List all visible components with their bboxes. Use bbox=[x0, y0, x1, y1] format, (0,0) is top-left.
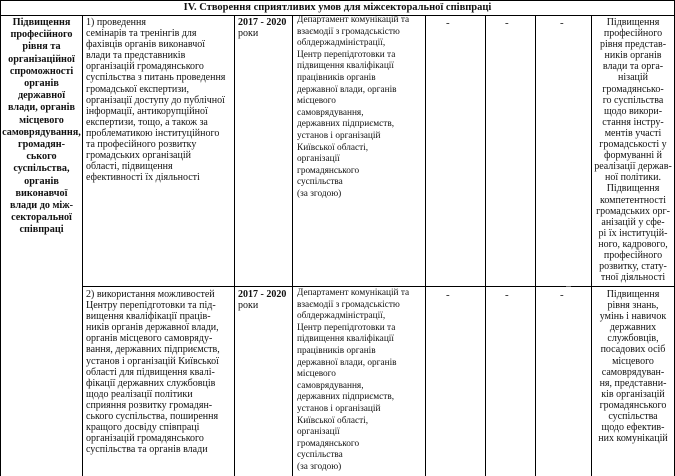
table-divider bbox=[485, 15, 486, 476]
funding-extra-dash: - bbox=[560, 289, 564, 301]
section-header bbox=[0, 0, 675, 16]
term-cell: 2017 - 2020 роки bbox=[238, 17, 287, 39]
funding-extra-dash: - bbox=[560, 17, 564, 29]
scan-mark bbox=[566, 286, 571, 287]
term-cell: 2017 - 2020 роки bbox=[238, 289, 287, 311]
goal-cell: Підвищення професійного рівня та організаційної спроможності органів державної влади, органів місцевого самоврядування, громадян- ського суспільства, органів виконавчої влади до між- секторальної співпраці bbox=[2, 17, 81, 236]
task-cell: 2) використання можливостей Центру перепідготовки та під- вищення кваліфікації праців- ників органів державної влади, органів місцевого самовряду- вання, державних підприємств, установ і організацій Київської області для підвищення квалі- фікації державних службовців щодо реалізації політики сприяння розвитку громадян- ського суспільства, поширення кращого досвіду співпраці організацій громадянського суспільства та органів влади bbox=[86, 289, 220, 456]
table-divider bbox=[292, 15, 293, 476]
table-divider bbox=[234, 15, 235, 476]
funding-volume-dash: - bbox=[505, 289, 509, 301]
table-border-left bbox=[0, 15, 1, 476]
funding-volume-dash: - bbox=[505, 17, 509, 29]
result-cell: Підвищення професійного рівня представ- ників органів влади та орга- нізацій громадянсько- го суспільства щодо викори- стання інстру- ментів участі громадськості у формуванні й реалізації держав- ної політики. Підвищення компетентності громадських орг- анізацій у сфе- рі їх інституцій- ного, кадрового, професійного розвитку, стату- тної діяльності bbox=[594, 17, 672, 284]
table-divider bbox=[82, 15, 83, 476]
table-divider bbox=[591, 15, 592, 476]
task-cell: 1) проведення семінарів та тренінгів для фахівців органів виконавчої влади та представників організацій громадянського суспільства з питань проведення громадської експертизи, організації доступу до публічної інформації, антикорупційної експертизи, тощо, а також за проблематикою інституційного та професійного розвитку громадських організацій області, підвищення ефективності їх діяльності bbox=[86, 17, 226, 184]
table-divider bbox=[535, 15, 536, 476]
row-divider bbox=[82, 286, 675, 287]
table-divider bbox=[425, 15, 426, 476]
executor-cell: Департамент комунікацій та взаємодії з громадськістю облдержадміністрації, Центр перепідготовки та підвищення кваліфікації працівників органів державної влади, органів місцевого самоврядування, державних підприємств, установ і організацій Київської області, організації громадянського суспільства (за згодою) bbox=[297, 15, 410, 199]
funding-source-dash: - bbox=[446, 17, 450, 29]
executor-cell: Департамент комунікацій та взаємодії з громадськістю облдержадміністрації, Центр перепідготовки та підвищення кваліфікації працівників органів державної влади, органів місцевого самоврядування, державних підприємств, установ і організацій Київської області, організації громадянського суспільства (за згодою) bbox=[297, 288, 410, 472]
section-title: IV. Створення сприятливих умов для міжсекторальної співпраці bbox=[183, 2, 492, 13]
funding-source-dash: - bbox=[446, 289, 450, 301]
result-cell: Підвищення рівня знань, умінь і навичок державних службовців, посадових осіб місцевого самоврядуван- ня, представни- ків організацій громадянського суспільства щодо ефектив- них комунікацій bbox=[598, 289, 668, 445]
